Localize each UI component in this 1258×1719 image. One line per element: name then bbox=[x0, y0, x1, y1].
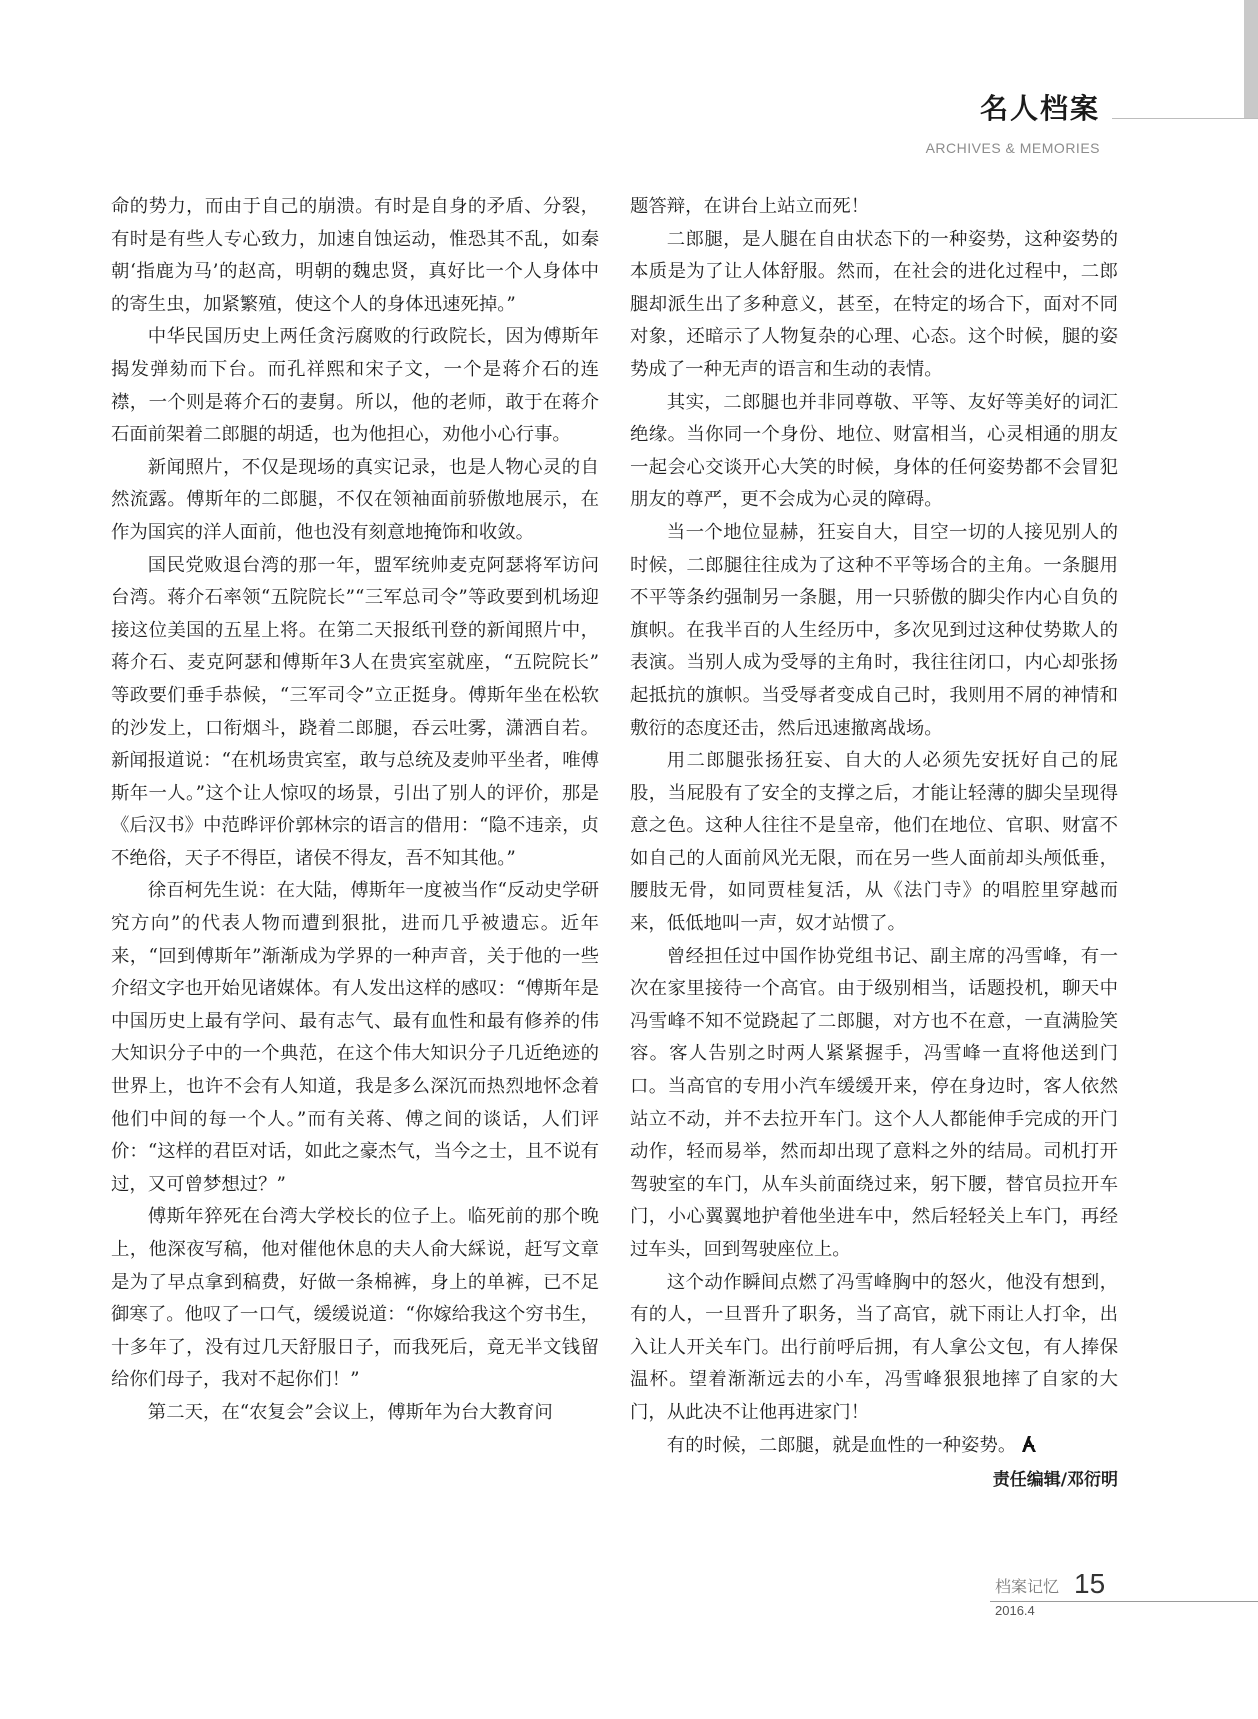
issue-date: 2016.4 bbox=[995, 1603, 1035, 1618]
paragraph: 用二郎腿张扬狂妄、自大的人必须先安抚好自己的屁股，当屁股有了安全的支撑之后，才能让轻薄的脚尖呈现得意之色。这种人往往不是皇帝，他们在地位、官职、财富不如自己的人面前风光无限，而在另一些人面前却头颅低垂，腰肢无骨，如同贾桂复活，从《法门寺》的唱腔里穿越而来，低低地叫一声，奴才站惯了。 bbox=[630, 750, 1118, 935]
section-subtitle: ARCHIVES & MEMORIES bbox=[925, 140, 1100, 156]
paragraph: 傅斯年猝死在台湾大学校长的位子上。临死前的那个晚上，他深夜写稿，他对催他休息的夫人俞大綵说，赶写文章是为了早点拿到稿费，好做一条棉裤，身上的单裤，已不足御寒了。他叹了一口气，缓缓说道：“你嫁给我这个穷书生，十多年了，没有过几天舒服日子，而我死后，竟无半文钱留给你们母子，我对不起你们！” bbox=[111, 1206, 599, 1391]
left-column bbox=[111, 191, 599, 1430]
paragraph: 这个动作瞬间点燃了冯雪峰胸中的怒火，他没有想到，有的人，一旦晋升了职务，当了高官，就下雨让人打伞，出入让人开关车门。出行前呼后拥，有人拿公文包，有人捧保温杯。望着渐渐远去的小车，冯雪峰狠狠地摔了自家的大门，从此决不让他再进家门！ bbox=[630, 1271, 1118, 1423]
footer-rule bbox=[990, 1601, 1258, 1602]
end-mark-icon bbox=[1020, 1435, 1038, 1453]
paragraph: 命的势力，而由于自己的崩溃。有时是自身的矛盾、分裂，有时是有些人专心致力，加速自蚀运动，惟恐其不乱，如秦朝‘指鹿为马’的赵高，明朝的魏忠贤，真好比一个人身体中的寄生虫，加紧繁殖，使这个人的身体迅速死掉。” bbox=[111, 196, 599, 315]
paragraph: 徐百柯先生说：在大陆，傅斯年一度被当作“反动史学研究方向”的代表人物而遭到狠批，进而几乎被遗忘。近年来，“回到傅斯年”渐渐成为学界的一种声音，关于他的一些介绍文字也开始见诸媒体。有人发出这样的感叹：“傅斯年是中国历史上最有学问、最有志气、最有血性和最有修养的伟大知识分子中的一个典范，在这个伟大知识分子几近绝迹的世界上，也许不会有人知道，我是多么深沉而热烈地怀念着他们中间的每一个人。”而有关蒋、傅之间的谈话，人们评价：“这样的君臣对话，如此之豪杰气，当今之士，且不说有过，又可曾梦想过？” bbox=[111, 880, 599, 1195]
page-number: 15 bbox=[1074, 1568, 1106, 1599]
header-rule bbox=[1112, 118, 1258, 119]
paragraph: 国民党败退台湾的那一年，盟军统帅麦克阿瑟将军访问台湾。蒋介石率领“五院院长”“三军总司令”等政要到机场迎接这位美国的五星上将。在第二天报纸刊登的新闻照片中，蒋介石、麦克阿瑟和傅斯年3人在贵宾室就座，“五院院长” 等政要们垂手恭候，“三军司令”立正挺身。傅斯年坐在松软的沙发上，口衔烟斗，跷着二郎腿，吞云吐雾，潇洒自若。新闻报道说：“在机场贵宾室，敢与总统及麦帅平坐者，唯傅斯年一人。”这个让人惊叹的场景，引出了别人的评价，那是《后汉书》中范晔评价郭林宗的语言的借用：“隐不违亲，贞不绝俗，天子不得臣，诸侯不得友，吾不知其他。” bbox=[111, 554, 599, 869]
right-column bbox=[630, 191, 1118, 1497]
paragraph: 中华民国历史上两任贪污腐败的行政院长，因为傅斯年揭发弹劾而下台。而孔祥熙和宋子文，一个是蒋介石的连襟，一个则是蒋介石的妻舅。所以，他的老师，敢于在蒋介石面前架着二郎腿的胡适，也为他担心，劝他小心行事。 bbox=[111, 326, 599, 446]
paragraph: 曾经担任过中国作协党组书记、副主席的冯雪峰，有一次在家里接待一个高官。由于级别相当，话题投机，聊天中冯雪峰不知不觉跷起了二郎腿，对方也不在意，一直满脸笑容。客人告别之时两人紧紧握手，冯雪峰一直将他送到门口。当高官的专用小汽车缓缓开来，停在身边时，客人依然站立不动，并不去拉开车门。这个人人都能伸手完成的开门动作，轻而易举，然而却出现了意料之外的结局。司机打开驾驶室的车门，从车头前面绕过来，躬下腰，替官员拉开车门，小心翼翼地护着他坐进车中，然后轻轻关上车门，再经过车头，回到驾驶座位上。 bbox=[630, 945, 1118, 1260]
paragraph: 当一个地位显赫，狂妄自大，目空一切的人接见别人的时候，二郎腿往往成为了这种不平等场合的主角。一条腿用不平等条约强制另一条腿，用一只骄傲的脚尖作内心自负的旗帜。在我半百的人生经历中，多次见到过这种仗势欺人的表演。当别人成为受辱的主角时，我往往闭口，内心却张扬起抵抗的旗帜。当受辱者变成自己时，我则用不屑的神情和敷衍的态度还击，然后迅速撤离战场。 bbox=[630, 521, 1118, 739]
paragraph: 第二天，在“农复会”会议上，傅斯年为台大教育问 bbox=[147, 1401, 553, 1423]
closing-paragraph bbox=[630, 1430, 1118, 1463]
corner-decor-bar bbox=[1244, 0, 1258, 118]
closing-text: 有的时候，二郎腿，就是血性的一种姿势。 bbox=[666, 1434, 1017, 1456]
editor-credit: 责任编辑/邓衍明 bbox=[992, 1470, 1118, 1491]
paragraph: 题答辩，在讲台上站立而死！ bbox=[630, 196, 870, 217]
publication-name: 档案记忆 bbox=[995, 1577, 1060, 1596]
section-title: 名人档案 bbox=[979, 92, 1100, 125]
paragraph: 二郎腿，是人腿在自由状态下的一种姿势，这种姿势的本质是为了让人体舒服。然而，在社会的进化过程中，二郎腿却派生出了多种意义，甚至，在特定的场合下，面对不同对象，还暗示了人物复杂的心理、心态。这个时候，腿的姿势成了一种无声的语言和生动的表情。 bbox=[630, 228, 1118, 380]
paragraph: 其实，二郎腿也并非同尊敬、平等、友好等美好的词汇绝缘。当你同一个身份、地位、财富相当，心灵相通的朋友一起会心交谈开心大笑的时候，身体的任何姿势都不会冒犯朋友的尊严，更不会成为心灵的障碍。 bbox=[630, 391, 1118, 511]
paragraph: 新闻照片，不仅是现场的真实记录，也是人物心灵的自然流露。傅斯年的二郎腿，不仅在领袖面前骄傲地展示，在作为国宾的洋人面前，他也没有刻意地掩饰和收敛。 bbox=[111, 456, 599, 543]
